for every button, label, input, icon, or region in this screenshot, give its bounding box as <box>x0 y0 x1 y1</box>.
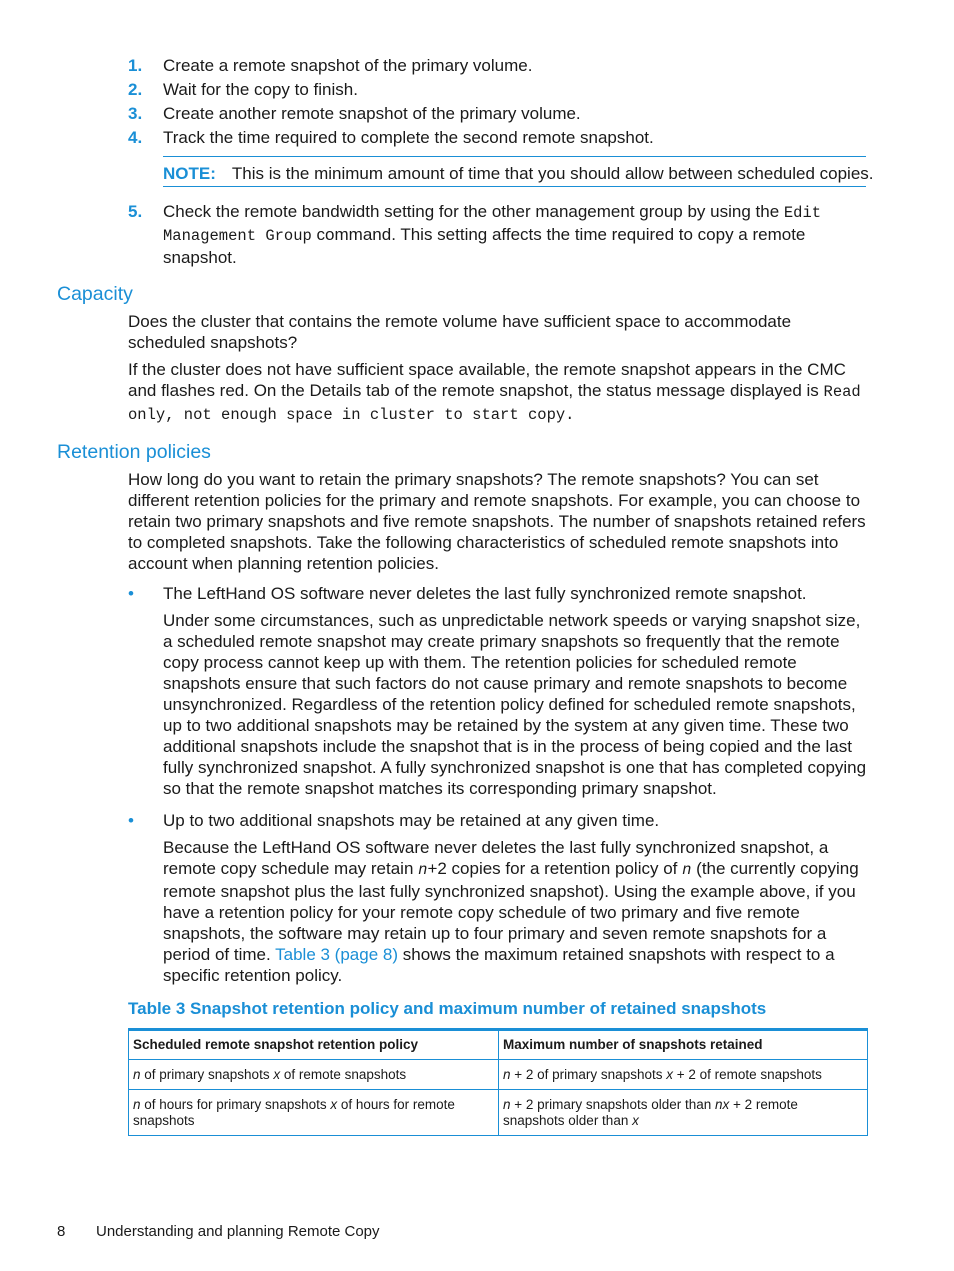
note-label: NOTE: <box>163 164 216 183</box>
bullet-text: Up to two additional snapshots may be retained at any given time. <box>163 811 660 830</box>
table-caption: Table 3 Snapshot retention policy and maximum number of retained snapshots <box>128 999 767 1018</box>
step-number: 1. <box>128 56 143 75</box>
variable-n: n <box>418 861 428 879</box>
bullet-detail: Under some circumstances, such as unpredictable network speeds or varying snapshot size, a scheduled remote snapshot may create primary snapshots so frequently that the remote copy process cannot keep up with them. The retention policies for scheduled remote snapshots ensure that such factors do not cause primary and remote snapshots to become unsynchronized. Regardless of the retention policy defined for scheduled remote snapshots, up to two additional snapshots may be retained by the system at any given time. These two additional snapshots include the snapshot that is in the process of being copied and the last fully synchronized snapshot. A fully synchronized snapshot is one that has completed copying so that the remote snapshot matches its corresponding primary snapshot. <box>163 611 867 798</box>
table-header-row <box>129 1030 868 1060</box>
note-text: This is the minimum amount of time that you should allow between scheduled copies. <box>231 164 874 183</box>
step-number: 3. <box>128 104 143 123</box>
retention-table <box>128 1028 868 1136</box>
step-text: Create a remote snapshot of the primary volume. <box>163 56 533 75</box>
capacity-text: If the cluster does not have sufficient space available, the remote snapshot appears in the CMC and flashes red. On the Details tab of the remote snapshot, the status message displayed is <box>128 360 846 400</box>
step5-text: Check the remote bandwidth setting for the other management group by using the <box>163 202 784 221</box>
step-number: 4. <box>128 128 143 147</box>
variable-n: n <box>682 861 692 879</box>
section-heading-retention: Retention policies <box>57 441 211 463</box>
retention-intro: How long do you want to retain the primary snapshots? The remote snapshots? You can set different retention policies for the primary and remote snapshots. For example, you can choose to retain two primary snapshots and five remote snapshots. The number of snapshots retained refers to completed snapshots. Take the following characteristics of scheduled remote snapshots into account when planning retention policies. <box>128 470 866 573</box>
column-header: Maximum number of snapshots retained <box>499 1030 868 1060</box>
step-number: 2. <box>128 80 143 99</box>
table-reference-link[interactable]: Table 3 (page 8) <box>275 945 399 964</box>
table-cell: n + 2 primary snapshots older than nx + 2 remote snapshots older than x <box>499 1090 868 1136</box>
bullet-detail <box>163 837 868 986</box>
bullet-icon: • <box>128 811 134 830</box>
status-message-code: only, not enough space in cluster to start copy. <box>128 406 575 424</box>
table-row <box>129 1060 868 1090</box>
step-number: 5. <box>128 202 143 221</box>
table-row <box>129 1090 868 1136</box>
step-text <box>163 201 868 268</box>
table-cell: n + 2 of primary snapshots x + 2 of remote snapshots <box>499 1060 868 1090</box>
detail-text: +2 copies for a retention policy of <box>427 859 683 878</box>
table-cell: n of primary snapshots x of remote snapshots <box>129 1060 499 1090</box>
bullet-text: The LeftHand OS software never deletes the last fully synchronized remote snapshot. <box>163 584 807 603</box>
note-box <box>163 156 874 187</box>
command-code: Edit <box>783 204 822 222</box>
status-message-code: Read <box>823 383 861 401</box>
command-code: Management Group <box>163 227 312 245</box>
bullet-icon: • <box>128 584 134 603</box>
detail-text: Because the LeftHand OS software never deletes the last fully synchronized snapshot, a remote copy schedule may retain <box>163 838 829 878</box>
step-text: Wait for the copy to finish. <box>163 80 358 99</box>
step-text: Create another remote snapshot of the primary volume. <box>163 104 581 123</box>
step5-text: command. This setting affects the time required to copy a remote snapshot. <box>163 225 806 267</box>
step-text: Track the time required to complete the second remote snapshot. <box>163 128 654 147</box>
footer-title: Understanding and planning Remote Copy <box>96 1223 380 1240</box>
capacity-paragraph: Does the cluster that contains the remote volume have sufficient space to accommodate scheduled snapshots? <box>128 312 792 352</box>
detail-text: (the currently copying remote snapshot plus the last fully synchronized snapshot). Using the example above, if you have a retention policy for your remote copy schedule of two primary and five remote snapshots, the software may retain up to four primary and seven remote snapshots for a period of time. <box>163 859 859 964</box>
table-cell: n of hours for primary snapshots x of hours for remote snapshots <box>129 1090 499 1136</box>
column-header: Scheduled remote snapshot retention policy <box>129 1030 499 1060</box>
capacity-paragraph <box>128 359 868 426</box>
section-heading-capacity: Capacity <box>57 283 133 305</box>
detail-text: shows the maximum retained snapshots with respect to a specific retention policy. <box>163 945 835 985</box>
page-number: 8 <box>57 1223 66 1240</box>
